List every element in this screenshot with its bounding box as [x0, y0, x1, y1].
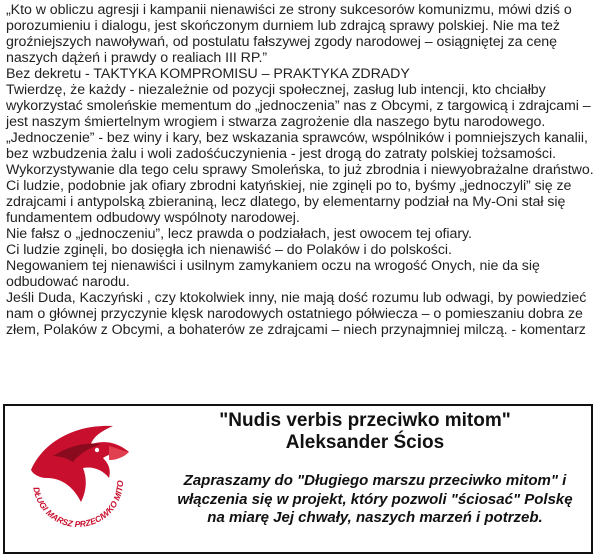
article-paragraph: Ci ludzie, podobnie jak ofiary zbrodni katyńskiej, nie zginęli po to, byśmy „jednoczyli” się ze zdrajcami i antypolską zbieraniną, lecz dlatego, by elementarny podział na My-Oni stał się fundamentem odbudowy wspólnoty narodowej.	[6, 178, 572, 226]
article-paragraph: Negowaniem tej nienawiści i usilnym zamykaniem oczu na wrogość Onych, nie da się odbudować narodu.	[6, 258, 540, 290]
svg-text:DŁUGI MARSZ PRZECIWKO MITOM: DŁUGI MARSZ PRZECIWKO MITO	[31, 480, 126, 530]
article-paragraph: Twierdzę, że każdy - niezależnie od pozycji społecznej, zasług lub intencji, kto chciałby wykorzystać smoleńskie mementum do „jednoczenia” nas z Obcymi, z targowicą i zdrajcami – jest naszym śmiertelnym wrogiem i stwarza zagrożenie dla naszego bytu narodowego.	[6, 82, 591, 130]
eagle-head-icon	[13, 412, 143, 548]
article-paragraph: Jeśli Duda, Kaczyński , czy ktokolwiek inny, nie mają dość rozumu lub odwagi, by powiedzieć nam o głównej przyczynie klęsk narodowych ostatniego półwiecza – o pomieszaniu dobra ze złem, Polaków z Obcymi, a bohaterów ze zdrajcami – niech przynajmniej milczą. - komentarz	[6, 290, 587, 338]
article-paragraph: „Jednoczenie” - bez winy i kary, bez wskazania sprawców, wspólników i pomniejszych kanalii, bez wzbudzenia żalu i woli zadośćuczynienia - jest drogą do zatraty polskiej tożsamości.	[6, 130, 588, 162]
promo-banner[interactable]	[3, 404, 593, 554]
article-paragraph: Wykorzystywanie dla tego celu sprawy Smoleńska, to już zbrodnia i niewyobrażalne draństwo.	[6, 162, 594, 178]
article-paragraph: Nie fałsz o „jednoczeniu”, lecz prawda o podziałach, jest owocem tej ofiary.	[6, 226, 472, 242]
banner-invitation-text: Zapraszamy do "Długiego marszu przeciwko mitom" i włączenia się w projekt, który pozwoli "ściosać" Polskę na miarę Jej chwały, naszych marzeń i potrzeb.	[177, 472, 573, 526]
article-paragraph: Ci ludzie zginęli, bo dosięgła ich nienawiść – do Polaków i do polskości.	[6, 242, 452, 258]
banner-author: Aleksander Ścios	[285, 432, 445, 453]
article-body	[6, 2, 596, 338]
article-paragraph: „Kto w obliczu agresji i kampanii nienawiści ze strony sukcesorów komunizmu, mówi dziś o porozumieniu i dialogu, jest skończonym durniem lub zdrajcą sprawy polskiej. Nie ma też groźniejszych nawoływań, od postulatu fałszywej zgody narodowej – osiągniętej za cenę naszych dążeń i prawdy o realiach III RP.”	[6, 2, 572, 66]
banner-title-line1: "Nudis verbis przeciwko mitom"	[219, 410, 511, 431]
article-paragraph: Bez dekretu - TAKTYKA KOMPROMISU – PRAKTYKA ZDRADY	[6, 66, 410, 82]
banner-title	[155, 410, 575, 454]
